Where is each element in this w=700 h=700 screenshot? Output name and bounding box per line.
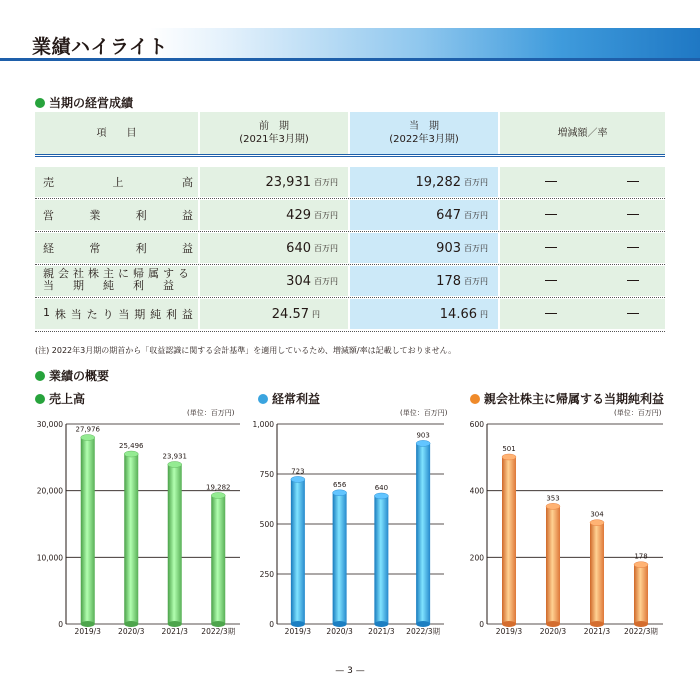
row-divider: [35, 198, 665, 199]
prev-value: [200, 299, 320, 329]
curr-value: [350, 299, 488, 329]
bar: [81, 434, 95, 627]
row-label-text: [43, 306, 193, 322]
prev-value-number: 304: [286, 273, 311, 289]
y-tick-label: 400: [469, 486, 484, 496]
prev-value-number: 23,931: [265, 174, 311, 190]
prev-value-number: 24.57: [271, 306, 309, 322]
label-char: 利: [135, 242, 147, 255]
table-header-curr: [350, 112, 498, 154]
table-header-change-label: 増減額／率: [557, 127, 608, 139]
row-divider: [35, 264, 665, 265]
curr-value-number: 14.66: [439, 306, 477, 322]
chart-title-sales-label: 売上高: [49, 392, 86, 406]
section-heading-current: [35, 94, 133, 111]
table-row: [35, 266, 665, 296]
x-tick-label: 2020/3: [539, 627, 567, 636]
table-row: [35, 200, 665, 230]
table-row: [35, 299, 665, 329]
curr-value-number: 178: [436, 273, 461, 289]
bar: [546, 503, 560, 627]
dash-mark: [545, 214, 557, 215]
row-label-line2: [43, 280, 193, 292]
x-tick-label: 2021/3: [368, 627, 395, 636]
x-tick-label: 2021/3: [161, 627, 188, 636]
section-heading-overview: [35, 367, 109, 384]
x-tick-label: 2019/3: [74, 627, 101, 636]
label-char: 親: [43, 267, 54, 280]
label-char: 売: [43, 176, 54, 189]
header-rule: [0, 58, 700, 61]
row-divider: [35, 297, 665, 298]
x-tick-label: 2020/3: [326, 627, 353, 636]
table-header-curr-period: (2022年3月期): [389, 134, 459, 145]
dash-mark: [545, 313, 557, 314]
value-label: 304: [590, 510, 604, 519]
value-label: 23,931: [162, 452, 187, 461]
results-table: [35, 112, 665, 334]
table-header-prev-label: 前 期: [259, 121, 289, 132]
curr-value-number: 19,282: [415, 174, 461, 190]
dash-mark: [627, 280, 639, 281]
table-header-prev: [200, 112, 348, 154]
bar: [168, 461, 182, 627]
row-divider: [35, 331, 665, 332]
row-label-text: [43, 207, 193, 223]
label-char: 期: [134, 308, 146, 321]
row-label: [43, 200, 193, 230]
bar: [211, 492, 225, 627]
chart-net-income: [445, 412, 685, 642]
page-title: 業績ハイライト: [32, 36, 168, 58]
label-char: 1: [43, 306, 50, 319]
prev-value-number: 429: [286, 207, 311, 223]
bullet-icon: [258, 394, 268, 404]
unit-label: 百万円: [314, 177, 338, 187]
curr-value: [350, 167, 488, 197]
prev-value: [200, 233, 338, 263]
x-tick-label: 2019/3: [284, 627, 312, 636]
prev-value: [200, 167, 338, 197]
table-header-rule: [35, 156, 665, 157]
row-label: [43, 233, 193, 263]
value-label: 25,496: [119, 442, 144, 451]
chart-title-net-income: [470, 390, 664, 407]
dash-mark: [627, 313, 639, 314]
value-label: 353: [546, 494, 560, 503]
row-label: [43, 167, 193, 197]
label-char: り: [102, 308, 114, 321]
label-char: 上: [112, 176, 124, 189]
x-tick-label: 2021/3: [583, 627, 611, 636]
bar: [634, 562, 648, 627]
value-label: 656: [332, 480, 347, 489]
label-char: に: [118, 267, 129, 280]
value-label: 903: [416, 431, 430, 440]
bullet-icon: [35, 98, 45, 108]
row-label-text: [43, 240, 193, 256]
y-tick-label: 10,000: [36, 553, 63, 563]
y-tick-label: 200: [469, 553, 484, 563]
table-header-change: [500, 112, 665, 154]
prev-value: [200, 200, 338, 230]
value-label: 178: [634, 552, 648, 561]
dash-mark: [627, 247, 639, 248]
row-label: [43, 299, 193, 329]
curr-value: [350, 200, 488, 230]
curr-value-number: 647: [436, 207, 461, 223]
y-tick-label: 0: [58, 620, 63, 629]
chart-title-sales: [35, 390, 85, 407]
x-tick-label: 2020/3: [118, 627, 145, 636]
label-char: 高: [182, 176, 193, 189]
section-heading-overview-label: 業績の概要: [49, 369, 110, 383]
label-char: 益: [181, 209, 193, 222]
dash-mark: [545, 181, 557, 182]
x-tick-label: 2019/3: [495, 627, 523, 636]
label-char: る: [178, 267, 189, 280]
y-tick-label: 250: [259, 570, 274, 579]
value-label: 723: [291, 467, 305, 476]
label-char: 経: [43, 242, 54, 255]
prev-value: [200, 266, 338, 296]
chart-unit-net-income: (単位：百万円): [614, 409, 662, 417]
y-tick-label: 750: [259, 470, 274, 479]
label-char: 業: [89, 209, 101, 222]
value-label: 27,976: [75, 425, 100, 434]
label-char: 当: [70, 308, 82, 321]
chart-title-net-income-label: 親会社株主に帰属する当期純利益: [484, 392, 665, 406]
label-char: 純: [103, 279, 114, 292]
bullet-icon: [470, 394, 480, 404]
chart-unit-ordinary-income: (単位：百万円): [400, 409, 448, 417]
bar: [502, 454, 516, 627]
unit-label: 百万円: [464, 177, 488, 187]
unit-label: 百万円: [314, 276, 338, 286]
chart-title-ordinary-income-label: 経常利益: [272, 392, 321, 406]
dash-mark: [627, 181, 639, 182]
y-tick-label: 0: [479, 620, 484, 629]
label-char: 社: [73, 267, 84, 280]
value-label: 640: [374, 484, 389, 492]
label-char: 営: [43, 209, 54, 222]
label-char: た: [86, 308, 98, 321]
dash-mark: [627, 214, 639, 215]
bar: [416, 440, 430, 627]
label-char: 会: [58, 267, 69, 280]
dash-mark: [545, 247, 557, 248]
label-char: 純: [150, 308, 162, 321]
label-char: 帰: [133, 267, 144, 280]
unit-label: 円: [480, 309, 488, 319]
section-heading-current-label: 当期の経営成績: [49, 96, 134, 110]
bullet-icon: [35, 394, 45, 404]
label-char: 当: [118, 308, 130, 321]
label-char: 利: [133, 279, 144, 292]
page-number: — 3 —: [335, 666, 365, 676]
label-char: 利: [135, 209, 147, 222]
chart-unit-sales: (単位：百万円): [187, 409, 235, 417]
row-divider: [35, 231, 665, 232]
curr-value: [350, 233, 488, 263]
prev-value-number: 640: [286, 240, 311, 256]
table-row: [35, 167, 665, 197]
y-tick-label: 30,000: [36, 420, 63, 429]
curr-value: [350, 266, 488, 296]
footnote: (注) 2022年3月期の期首から「収益認識に関する会計基準」を適用しているため、増減額/率は記載しておりません。: [35, 346, 457, 355]
row-label-text: [43, 174, 193, 190]
label-char: 当: [43, 279, 54, 292]
label-char: 主: [103, 267, 114, 280]
unit-label: 百万円: [314, 210, 338, 220]
unit-label: 百万円: [464, 276, 488, 286]
value-label: 19,282: [206, 483, 231, 492]
bar: [374, 493, 388, 627]
chart-sales: [0, 412, 245, 642]
label-char: す: [163, 267, 174, 280]
label-char: 属: [148, 267, 159, 280]
label-char: 益: [163, 279, 174, 292]
bar: [124, 451, 138, 627]
unit-label: 円: [312, 309, 320, 319]
value-label: 501: [502, 445, 516, 453]
y-tick-label: 500: [259, 520, 274, 529]
x-tick-label: 2022/3期: [406, 627, 441, 636]
label-char: 株: [54, 308, 66, 321]
label-char: 期: [73, 279, 84, 292]
y-tick-label: 600: [469, 420, 484, 429]
unit-label: 百万円: [314, 243, 338, 253]
table-header-curr-label: 当 期: [409, 121, 439, 132]
label-char: 株: [88, 267, 99, 280]
dash-mark: [545, 280, 557, 281]
unit-label: 百万円: [464, 243, 488, 253]
label-char: 益: [181, 308, 193, 321]
x-tick-label: 2022/3期: [201, 627, 236, 636]
bar: [291, 476, 305, 627]
table-header-item: [35, 112, 198, 154]
curr-value-number: 903: [436, 240, 461, 256]
unit-label: 百万円: [464, 210, 488, 220]
label-char: 常: [89, 242, 101, 255]
table-header-rule: [35, 154, 665, 155]
chart-title-ordinary-income: [258, 390, 320, 407]
y-tick-label: 1,000: [252, 420, 274, 429]
label-char: 益: [181, 242, 193, 255]
table-header-prev-period: (2021年3月期): [239, 134, 309, 145]
row-label: [43, 268, 193, 292]
y-tick-label: 0: [269, 620, 274, 629]
y-tick-label: 20,000: [36, 486, 63, 496]
table-row: [35, 233, 665, 263]
table-header-item-label: 項 目: [96, 127, 137, 139]
bar: [590, 520, 604, 627]
label-char: 利: [166, 308, 177, 321]
bullet-icon: [35, 371, 45, 381]
x-tick-label: 2022/3期: [624, 627, 658, 636]
bar: [333, 490, 347, 627]
chart-ordinary-income: [228, 412, 458, 642]
